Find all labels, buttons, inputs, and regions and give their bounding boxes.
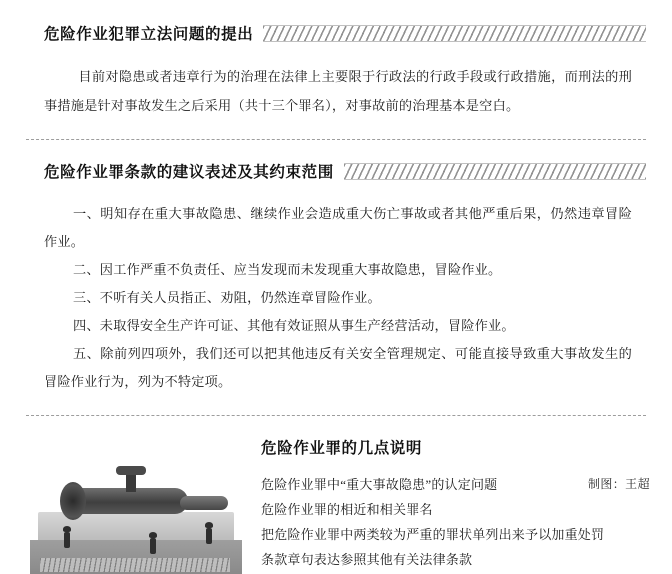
credit-line: 制图：王超 bbox=[587, 477, 650, 491]
bottom-section-title: 危险作业罪的几点说明 bbox=[261, 440, 423, 457]
worker-figure-icon bbox=[64, 532, 70, 548]
section-heading-2-text: 危险作业罪条款的建议表述及其约束范围 bbox=[44, 164, 334, 181]
section-2-body bbox=[0, 200, 672, 396]
dashed-separator-1 bbox=[26, 139, 646, 141]
spacer-after-heading-2 bbox=[0, 186, 672, 200]
valve-icon bbox=[126, 474, 136, 492]
illustration-hatch-shadow bbox=[40, 558, 230, 572]
spacer-after-heading-1 bbox=[0, 48, 672, 62]
bottom-line: 条款章句表达参照其他有关法律条款 bbox=[261, 552, 473, 567]
list-item: 五、除前列四项外，我们还可以把其他违反有关安全管理规定、可能直接导致重大事故发生的冒险作业行为，列为不特定项。 bbox=[44, 346, 632, 389]
top-spacer bbox=[0, 0, 672, 18]
bottom-section bbox=[0, 426, 672, 574]
spacer-before-separator-1 bbox=[0, 120, 672, 130]
bottom-line: 危险作业罪的相近和相关罪名 bbox=[261, 502, 433, 517]
dashed-separator-2 bbox=[26, 415, 646, 417]
list-item: 三、不听有关人员指正、劝阻，仍然连章冒险作业。 bbox=[73, 290, 381, 305]
industrial-pipeline-illustration bbox=[30, 454, 245, 574]
bottom-text-column bbox=[245, 430, 642, 572]
hatched-ribbon-decoration-1 bbox=[263, 25, 646, 42]
paragraph: 目前对隐患或者违章行为的治理在法律上主要限于行政法的行政手段或行政措施，而刑法的刑事措施是针对事故发生之后采用（共十三个罪名），对事故前的治理基本是空白。 bbox=[44, 69, 632, 113]
worker-figure-icon bbox=[206, 528, 212, 544]
section-heading-1-text: 危险作业犯罪立法问题的提出 bbox=[44, 26, 254, 43]
hatched-ribbon-decoration-2 bbox=[344, 163, 646, 180]
pipe-flange-icon bbox=[60, 482, 86, 520]
valve-handle-icon bbox=[116, 466, 146, 475]
worker-figure-icon bbox=[150, 538, 156, 554]
section-1-body bbox=[0, 62, 672, 120]
bottom-line: 危险作业罪中“重大事故隐患”的认定问题 bbox=[261, 477, 498, 492]
small-pipe-icon bbox=[180, 496, 228, 510]
list-item: 一、明知存在重大事故隐患、继续作业会造成重大伤亡事故或者其他严重后果，仍然违章冒险作业。 bbox=[44, 206, 632, 249]
section-heading-2 bbox=[0, 156, 672, 186]
section-heading-1 bbox=[0, 18, 672, 48]
bottom-line: 把危险作业罪中两类较为严重的罪状单列出来予以加重处罚 bbox=[261, 527, 605, 542]
list-item: 四、未取得安全生产许可证、其他有效证照从事生产经营活动，冒险作业。 bbox=[73, 318, 515, 333]
spacer-before-separator-2 bbox=[0, 396, 672, 406]
list-item: 二、因工作严重不负责任、应当发现而未发现重大事故隐患，冒险作业。 bbox=[73, 262, 502, 277]
